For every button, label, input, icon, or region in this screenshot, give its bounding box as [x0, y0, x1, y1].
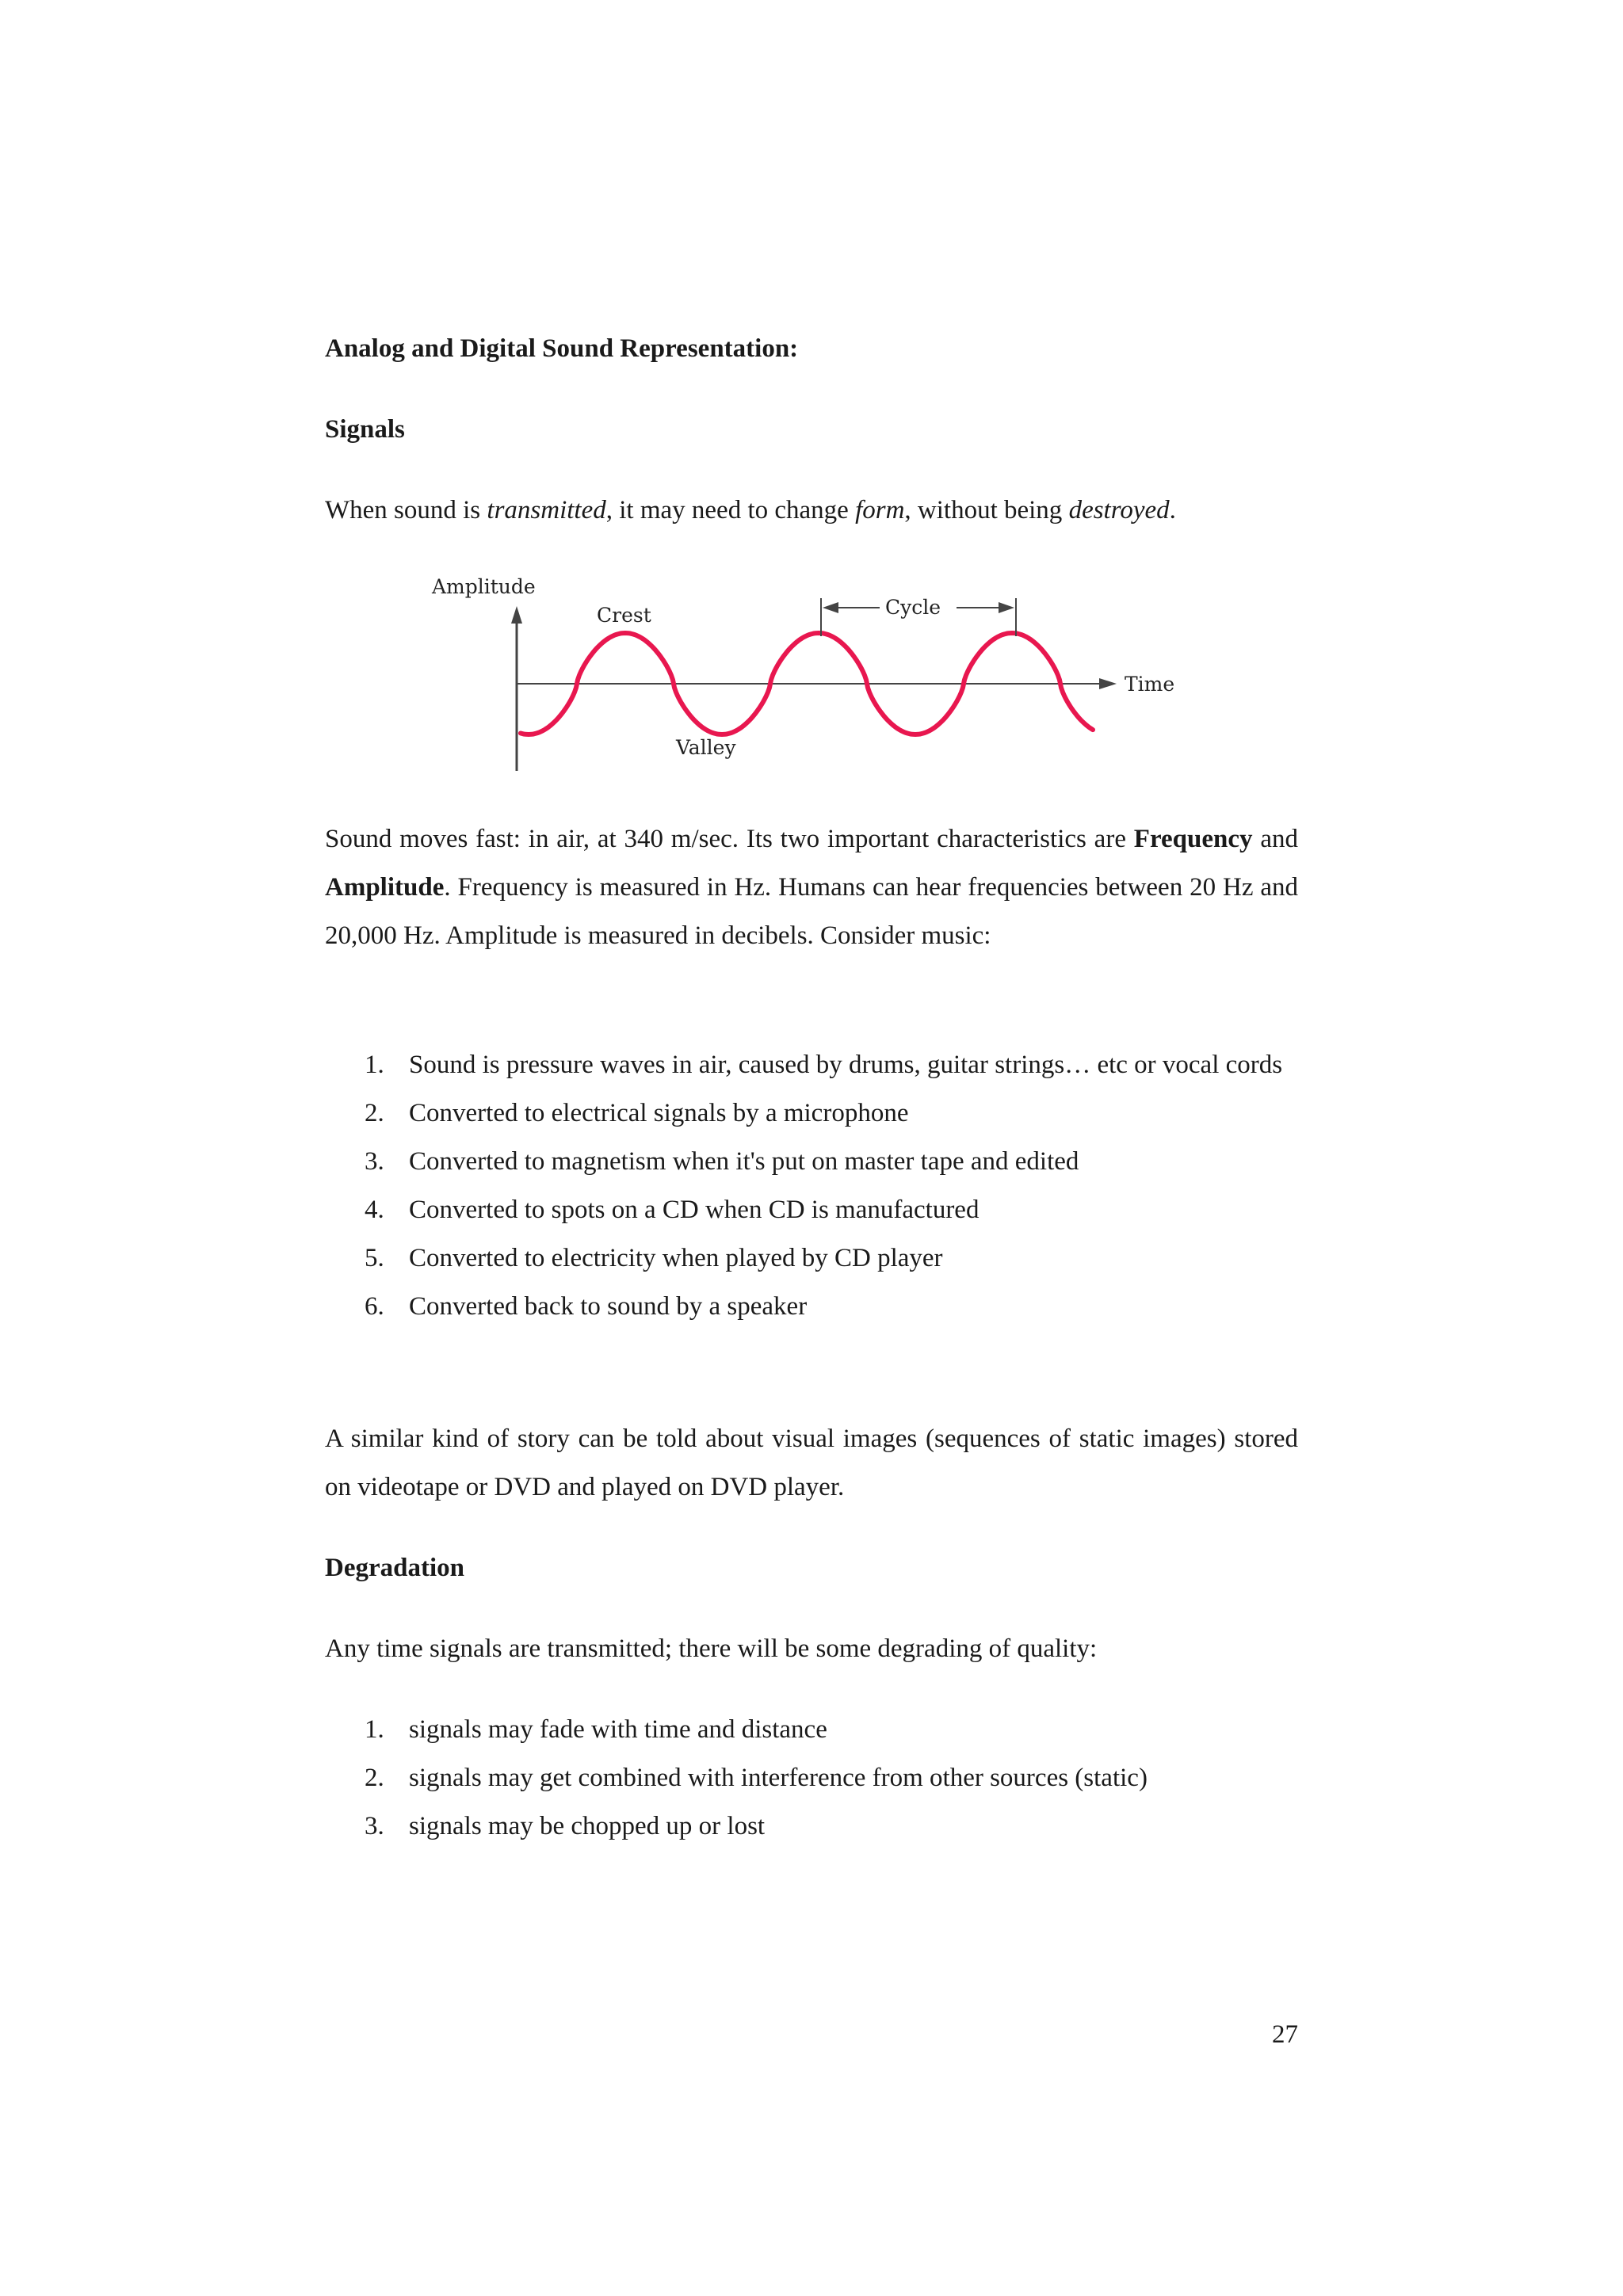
music-step-item	[325, 1234, 1298, 1283]
visual-story-paragraph: A similar kind of story can be told about visual images (sequences of static images) stored on videotape or DVD and played on DVD player.	[325, 1425, 1298, 1501]
time-axis-arrowhead	[1099, 678, 1117, 689]
music-step-item	[325, 1041, 1298, 1089]
characteristics-text-run: Sound moves fast: in air, at 340 m/sec. Its two important characteristics are	[325, 825, 1134, 853]
list-number: 5.	[365, 1244, 384, 1272]
list-item-text: signals may fade with time and distance	[409, 1715, 827, 1744]
music-step-item	[325, 1138, 1298, 1186]
degradation-item	[325, 1754, 1298, 1802]
list-number: 1.	[365, 1715, 384, 1744]
list-number: 6.	[365, 1292, 384, 1321]
list-item-text: Converted to electricity when played by CD player	[409, 1244, 943, 1272]
music-step-item	[325, 1283, 1298, 1331]
degradation-intro: Any time signals are transmitted; there will be some degrading of quality:	[325, 1634, 1098, 1663]
time-label: Time	[1125, 673, 1175, 696]
intro-text-run: destroyed	[1068, 496, 1170, 524]
signals-intro-paragraph	[325, 486, 1298, 535]
signals-heading: Signals	[325, 415, 405, 444]
cycle-left-arrowhead	[823, 602, 838, 613]
degradation-item	[325, 1802, 1298, 1851]
list-number: 3.	[365, 1147, 384, 1176]
list-item-text: signals may be chopped up or lost	[409, 1812, 766, 1840]
amplitude-axis-arrowhead	[511, 606, 522, 624]
section-title: Analog and Digital Sound Representation:	[325, 334, 799, 363]
intro-text-run: When sound is	[325, 496, 487, 524]
degradation-list	[325, 1706, 1298, 1851]
list-item-text: Converted back to sound by a speaker	[409, 1292, 808, 1321]
list-number: 1.	[365, 1051, 384, 1079]
list-item-text: Sound is pressure waves in air, caused by drums, guitar strings… etc or vocal cords	[409, 1051, 1283, 1079]
list-number: 2.	[365, 1099, 384, 1127]
list-item-text: Converted to spots on a CD when CD is manufactured	[409, 1196, 980, 1224]
cycle-label: Cycle	[885, 596, 941, 619]
crest-label: Crest	[597, 604, 651, 627]
characteristics-text-run: . Frequency is measured in Hz. Humans can hear frequencies between 20 Hz and 20,000 Hz. Amplitude is measured in decibels. Consider music:	[325, 873, 1298, 950]
list-item-text: Converted to electrical signals by a microphone	[409, 1099, 909, 1127]
characteristics-text-run: Amplitude	[325, 873, 445, 902]
list-item-text: signals may get combined with interference from other sources (static)	[409, 1764, 1148, 1792]
characteristics-text-run: and	[1252, 825, 1298, 853]
sound-wave-diagram	[424, 566, 1201, 780]
intro-text-run: .	[1169, 496, 1176, 524]
intro-text-run: , it may need to change	[605, 496, 856, 524]
music-step-item	[325, 1089, 1298, 1138]
degradation-heading: Degradation	[325, 1554, 464, 1582]
page-number: 27	[1272, 2020, 1298, 2049]
music-steps-list	[325, 1041, 1298, 1331]
intro-text-run: transmitted	[487, 496, 606, 524]
list-number: 3.	[365, 1812, 384, 1840]
amplitude-label: Amplitude	[432, 575, 536, 598]
degradation-item	[325, 1706, 1298, 1754]
cycle-right-arrowhead	[999, 602, 1014, 613]
music-step-item	[325, 1186, 1298, 1234]
list-item-text: Converted to magnetism when it's put on master tape and edited	[409, 1147, 1079, 1176]
list-number: 4.	[365, 1196, 384, 1224]
characteristics-paragraph	[325, 815, 1298, 960]
intro-text-run: form	[855, 496, 905, 524]
characteristics-text-run: Frequency	[1133, 825, 1253, 853]
valley-label: Valley	[676, 736, 736, 759]
intro-text-run: , without being	[904, 496, 1069, 524]
list-number: 2.	[365, 1764, 384, 1792]
